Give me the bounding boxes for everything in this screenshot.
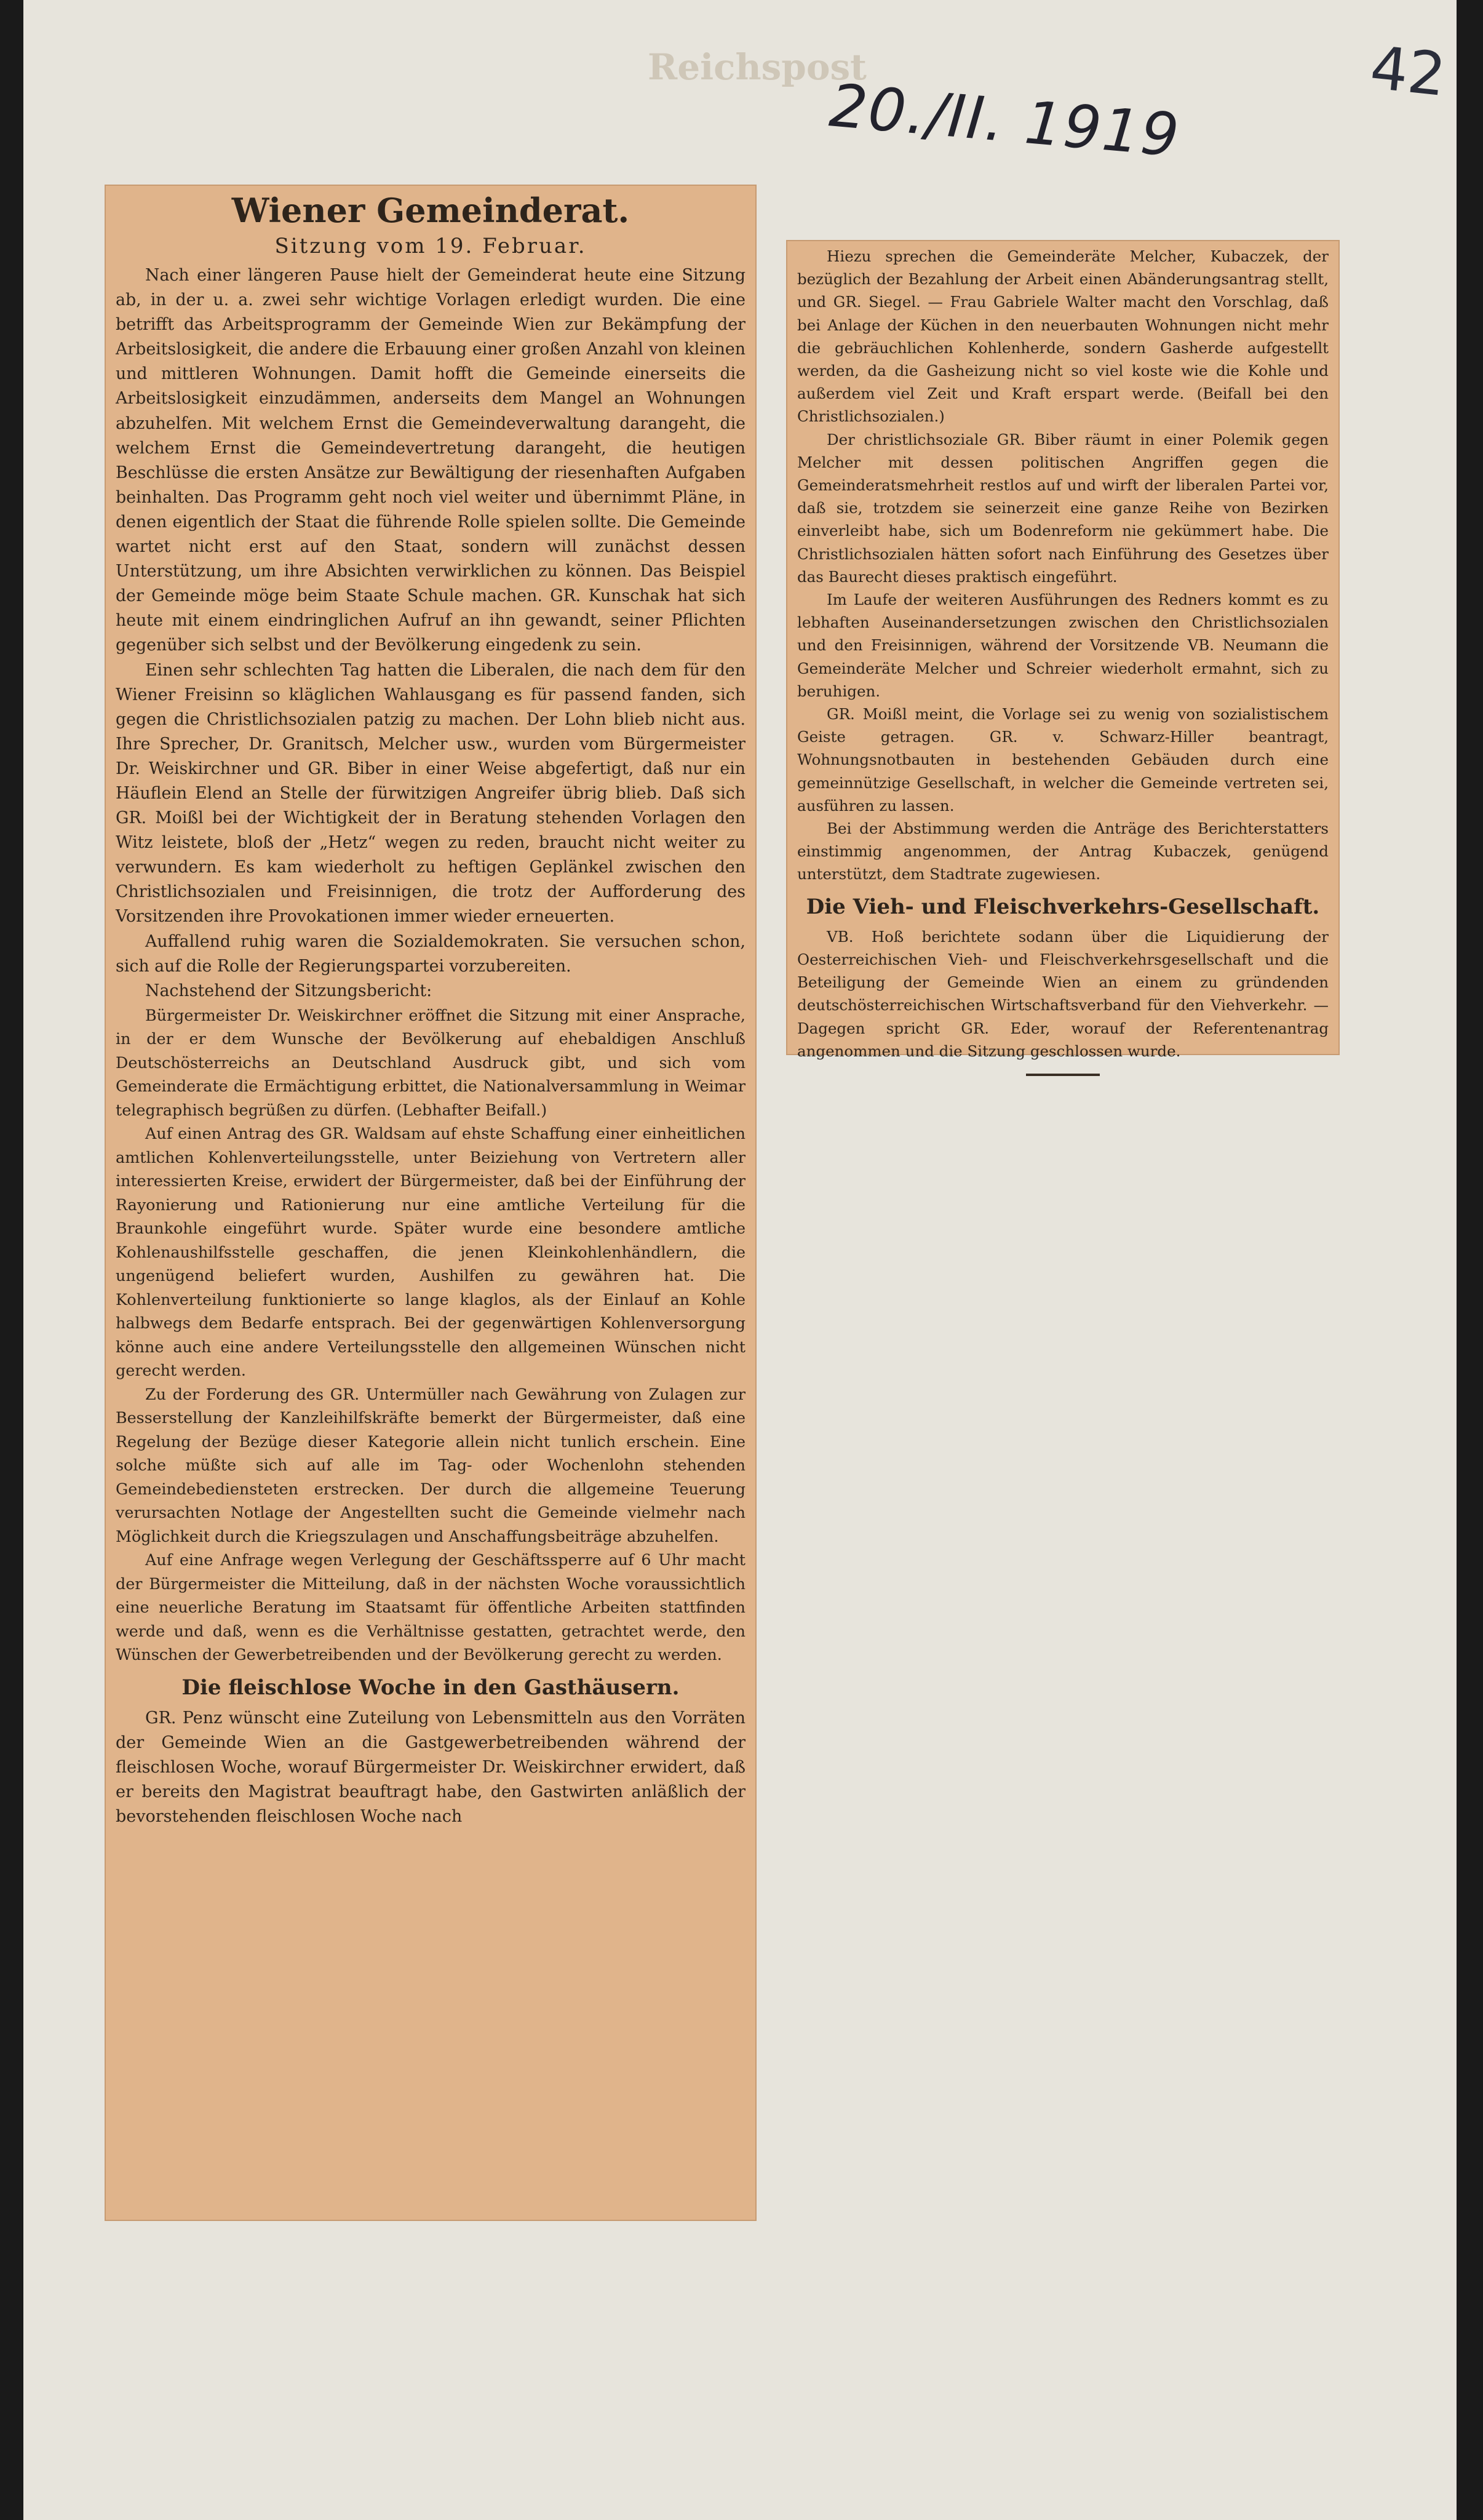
article-paragraph: Nachstehend der Sitzungsbericht: bbox=[145, 981, 432, 1000]
masthead-stamp: Reichspost bbox=[648, 46, 867, 88]
article-subheadline: Sitzung vom 19. Februar. bbox=[274, 234, 587, 258]
section-title: Die Vieh- und Fleischverkehrs-Gesellschaft. bbox=[806, 894, 1320, 919]
article-paragraph: Nach einer längeren Pause hielt der Gemeinderat heute eine Sitzung ab, in der u. a. zwei sehr wichtige Vorlagen erledigt wurden. Die eine betrifft das Arbeitsprogramm der Gemeinde Wien zur Bekämpfung der Arbeitslosigkeit, die andere die Erbauung einer großen Anzahl von kleinen und mittleren Wohnungen. Damit hofft die Gemeinde einerseits die Arbeitslosigkeit einzudämmen, anderseits dem Mangel an Wohnungen abzuhelfen. Mit welchem Ernst die Gemeindeverwaltung darangeht, die welchem Ernst die Gemeindevertretung darangeht, die heutigen Beschlüsse die ersten Ansätze zur Bewältigung der riesenhaften Aufgaben beinhalten. Das Programm geht noch viel weiter und übernimmt Pläne, in denen eigentlich der Staat die führende Rolle spielen sollte. Die Gemeinde wartet nicht erst auf den Staat, sondern will zunächst dessen Unterstützung, um ihre Absichten verwirklichen zu können. Das Beispiel der Gemeinde möge beim Staate Schule machen. GR. Kunschak hat sich heute mit einem eindringlichen Aufruf an ihn gewandt, seiner Pflichten gegenüber sich selbst und der Bevölkerung eingedenk zu sein. bbox=[116, 266, 751, 655]
article-paragraph: GR. Penz wünscht eine Zuteilung von Lebensmitteln aus den Vorräten der Gemeinde Wien an die Gastgewerbetreibenden während der fleischlosen Woche, worauf Bürgermeister Dr. Weiskirchner erwidert, daß er bereits den Magistrat beauftragt habe, den Gastwirten anläßlich der bevorstehenden fleischlosen Woche nach bbox=[116, 1708, 751, 1826]
article-paragraph: Bei der Abstimmung werden die Anträge des Berichterstatters einstimmig angenommen, der Antrag Kubaczek, genügend unterstützt, dem Stadtrate zugewiesen. bbox=[797, 819, 1334, 883]
report-paragraph: Zu der Forderung des GR. Untermüller nach Gewährung von Zulagen zur Besserstellung der Kanzleihilfskräfte bemerkt der Bürgermeister, daß eine Regelung der Bezüge dieser Kategorie allein nicht tunlich erschein. Eine solche müßte sich auf alle im Tag- oder Wochenlohn stehenden Gemeindebediensteten erstrecken. Der durch die allgemeine Teuerung verursachten Notlage der Angestellten sucht die Gemeinde vielmehr nach Möglichkeit durch die Kriegszulagen und Anschaffungsbeiträge abzuhelfen. bbox=[116, 1384, 751, 1545]
handwritten-date: 20./II. 1919 bbox=[827, 71, 1183, 170]
newspaper-clipping-left bbox=[105, 185, 757, 2221]
report-paragraph: Auf einen Antrag des GR. Waldsam auf ehste Schaffung einer einheitlichen amtlichen Kohlenverteilungsstelle, unter Beiziehung von Vertretern aller interessierten Kreise, erwidert der Bürgermeister, daß bei der Einführung der Rayonierung und Rationierung nur eine amtliche Verteilung für die Braunkohle eingeführt wurde. Später wurde eine besondere amtliche Kohlenaushilfsstelle geschaffen, die jenen Kleinkohlenhändlern, die ungenügend beliefert wurden, Aushilfen zu gewähren hat. Die Kohlenverteilung funktionierte so lange klaglos, als der Einlauf an Kohle halbwegs dem Bedarfe entsprach. Bei der gegenwärtigen Kohlenversorgung könne auch eine andere Verteilungsstelle den allgemeinen Wünschen nicht gerecht werden. bbox=[116, 1124, 751, 1380]
article-paragraph: Der christlichsoziale GR. Biber räumt in einer Polemik gegen Melcher mit dessen politischen Angriffen gegen die Gemeinderatsmehrheit restlos auf und wirft der liberalen Partei vor, daß sie, trotzdem sie seinerzeit eine ganze Reihe von Bezirken einverleibt habe, sich um Bodenreform nie gekümmert habe. Die Christlichsozialen hätten sofort nach Einführung des Gesetzes über das Baurecht dieses praktisch eingeführt. bbox=[797, 430, 1334, 586]
report-paragraph: Bürgermeister Dr. Weiskirchner eröffnet die Sitzung mit einer Ansprache, in der er dem Wunsche der Bevölkerung auf ehebaldigen Anschluß Deutschösterreichs an Deutschland Ausdruck gibt, und sich vom Gemeinderate die Ermächtigung erbittet, die Nationalversammlung in Weimar telegraphisch begrüßen zu dürfen. (Lebhafter Beifall.) bbox=[116, 1005, 751, 1119]
newspaper-clipping-right bbox=[786, 240, 1340, 1060]
article-paragraph: GR. Moißl meint, die Vorlage sei zu wenig von sozialistischem Geiste getragen. GR. v. Schwarz-Hiller beantragt, Wohnungsnotbauten in bestehenden Gebäuden durch eine gemeinnützige Gesellschaft, in welcher die Gemeinde vertreten sei, ausführen zu lassen. bbox=[797, 705, 1334, 815]
article-headline: Wiener Gemeinderat. bbox=[231, 191, 630, 230]
article-paragraph: VB. Hoß berichtete sodann über die Liquidierung der Oesterreichischen Vieh- und Fleischverkehrsgesellschaft und die Beteiligung der Gemeinde Wien an einem zu gründenden deutschösterreichischen Wirtschaftsverband für den Viehverkehr. — Dagegen spricht GR. Eder, worauf der Referentenantrag angenommen und die Sitzung geschlossen wurde. bbox=[797, 927, 1334, 1060]
article-paragraph: Hiezu sprechen die Gemeinderäte Melcher, Kubaczek, der bezüglich der Bezahlung der Arbeit einen Abänderungsantrag stellt, und GR. Siegel. — Frau Gabriele Walter macht den Vorschlag, daß bei Anlage der Küchen in den neuerbauten Wohnungen nicht mehr die gebräuchlichen Kohlenherde, sondern Gasherde aufgestellt werden, da die Gasheizung nicht so viel koste wie die Kohle und außerdem viel Zeit und Kraft erspart werde. (Beifall bei den Christlichsozialen.) bbox=[797, 247, 1334, 426]
article-paragraph: Im Laufe der weiteren Ausführungen des Redners kommt es zu lebhaften Auseinandersetzungen zwischen den Christlichsozialen und den Freisinnigen, während der Vorsitzende VB. Neumann die Gemeinderäte Melcher und Schreier wiederholt ermahnt, sich zu beruhigen. bbox=[797, 591, 1334, 700]
report-paragraph: Auf eine Anfrage wegen Verlegung der Geschäftssperre auf 6 Uhr macht der Bürgermeister die Mitteilung, daß in der nächsten Woche voraussichtlich eine neuerliche Beratung im Staatsamt für öffentliche Arbeiten stattfinden werde und daß, wenn es die Verhältnisse gestatten, getrachtet werde, den Wünschen der Gewerbetreibenden und der Bevölkerung gerecht zu werden. bbox=[116, 1550, 751, 1664]
section-title: Die fleischlose Woche in den Gasthäusern. bbox=[181, 1675, 680, 1700]
page-number: 42 bbox=[1367, 33, 1449, 110]
end-rule bbox=[1026, 1074, 1100, 1076]
article-paragraph: Auffallend ruhig waren die Sozialdemokraten. Sie versuchen schon, sich auf die Rolle der Regierungspartei vorzubereiten. bbox=[116, 931, 751, 976]
article-paragraph: Einen sehr schlechten Tag hatten die Liberalen, die nach dem für den Wiener Freisinn so kläglichen Wahlausgang es für passend fanden, sich gegen die Christlichsozialen patzig zu machen. Der Lohn blieb nicht aus. Ihre Sprecher, Dr. Granitsch, Melcher usw., wurden vom Bürgermeister Dr. Weiskirchner und GR. Biber in einer Weise abgefertigt, daß nur ein Häuflein Elend an Stelle der fürwitzigen Angreifer übrig blieb. Daß sich GR. Moißl bei der Wichtigkeit der in Beratung stehenden Vorlagen den Witz leistete, bloß der „Hetz“ wegen zu reden, braucht nicht weiter zu verwundern. Es kam wiederholt zu heftigen Geplänkel zwischen den Christlichsozialen und Freisinnigen, die trotz der Aufforderung des Vorsitzenden ihre Provokationen immer wieder erneuerten. bbox=[116, 660, 751, 927]
